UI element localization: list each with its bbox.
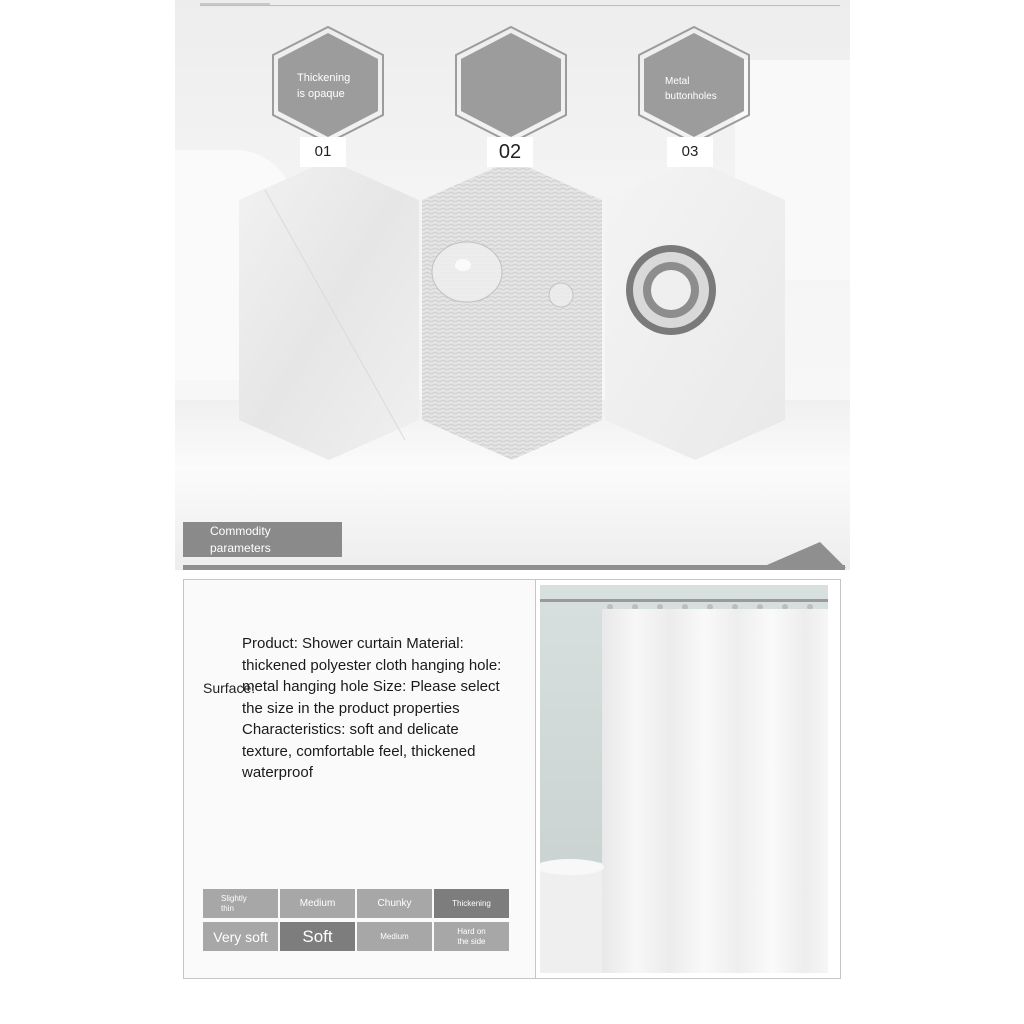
softness-very-soft: Very soft [203,922,278,951]
product-description: Product: Shower curtain Material: thickened polyester cloth hanging hole: metal hanging hole Size: Please select the size in the product properties Characteristics: soft and delicate texture, comfortable feel, thickened waterproof [242,635,502,781]
feature-hexagons [175,0,850,470]
softness-hard-on-side: Hard on the side [434,922,509,951]
feature-1-number: 01 [300,137,346,167]
softness-soft: Soft [280,922,355,951]
fabric-hexagon-1 [239,160,419,460]
softness-medium: Medium [357,922,432,951]
feature-3-number: 03 [667,137,713,167]
thickness-thickening: Thickening [434,889,509,918]
badge-hexagon-2 [456,27,566,143]
commodity-parameters-tab [183,522,342,557]
surface-label: Surface: [203,680,256,696]
fabric-hexagon-2 [422,160,602,460]
thickness-medium: Medium [280,889,355,918]
feature-1-label: Thickening is opaque [297,72,351,100]
thickness-slightly-thin: Slightly thin [203,889,278,918]
parameters-divider [183,565,845,570]
shower-curtain-image [540,585,828,973]
tab-line-1: Commodity [210,524,271,538]
feature-3-label: Metal buttonholes [665,76,717,102]
feature-2-number: 02 [487,137,533,167]
thickness-chunky: Chunky [357,889,432,918]
tab-line-2: parameters [210,541,271,555]
